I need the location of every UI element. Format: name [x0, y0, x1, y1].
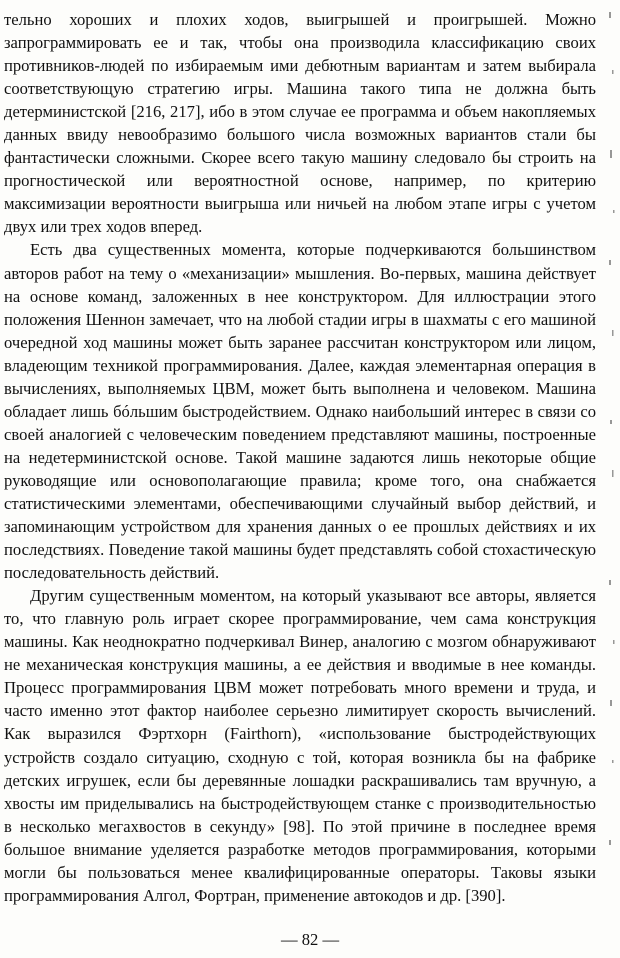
scan-margin-noise [606, 0, 618, 958]
paragraph-programming: Другим существенным моментом, на который указывают все авторы, является то, что главную роль играет скорее программирование, чем сама конструкция машины. Как неоднократно подчеркивал Винер, аналогию с мозгом обнаруживают не механическая конструкция машины, а ее действия и вводимые в нее команды. Процесс программирования ЦВМ может потребовать много времени и труда, и часто именно этот фактор наиболее серьезно лимитирует скорость вычислений. Как выразился Фэртхорн (Fairthorn), «использование быстродействующих устройств создало ситуацию, сходную с той, которая возникла бы на фабрике детских игрушек, если бы деревянные лошадки раскрашивались там вручную, а хвосты им приделывались на быстродействующем станке с производительностью в несколько мегахвостов в секунду» [98]. По этой причине в последнее время большое внимание уделяется разработке методов программирования, которыми могли бы пользоваться менее квалифицированные операторы. Таковы языки программирования Алгол, Фортран, применение автокодов и др. [390]. [4, 586, 596, 905]
paragraph-mechanization: Есть два существенных момента, которые подчеркиваются большинством авторов работ на тему о «механизации» мышления. Во-первых, машина действует на основе команд, заложенных в нее конструктором. Для иллюстрации этого положения Шеннон замечает, что на любой стадии игры в шахматы с его машиной очередной ход машины может быть заранее рассчитан конструктором или лицом, владеющим техникой программирования. Далее, каждая элементарная операция в вычислениях, выполняемых ЦВМ, может быть выполнена и человеком. Машина обладает лишь бóльшим быстродействием. Однако наибольший интерес в связи со своей аналогией с человеческим поведением представляют машины, построенные на недетерминистской основе. Такой машине задаются лишь некоторые общие руководящие или основополагающие правила; кроме того, она снабжается статистическими элементами, обеспечивающими случайный выбор действий, и запоминающим устройством для хранения данных о ее прошлых действиях и их последствиях. Поведение такой машины будет представлять собой стохастическую последовательность действий. [4, 240, 596, 583]
body-text [4, 8, 596, 907]
page-number: — 82 — [280, 930, 340, 949]
paragraph-continued: тельно хороших и плохих ходов, выигрышей и проигрышей. Можно запрограммировать ее и так, чтобы она производила классификацию своих противников-людей по избираемым ими дебютным вариантам и затем выбирала соответствующую стратегию игры. Машина такого типа не должна быть детерминистской [216, 217], ибо в этом случае ее программа и объем накопляемых данных ввиду невообразимо большого числа возможных вариантов стали бы фантастически сложными. Скорее всего такую машину следовало бы строить на прогностической или вероятностной основе, например, по критерию максимизации вероятности выигрыша или ничьей на любом этапе игры с учетом двух или трех ходов вперед. [4, 10, 596, 237]
